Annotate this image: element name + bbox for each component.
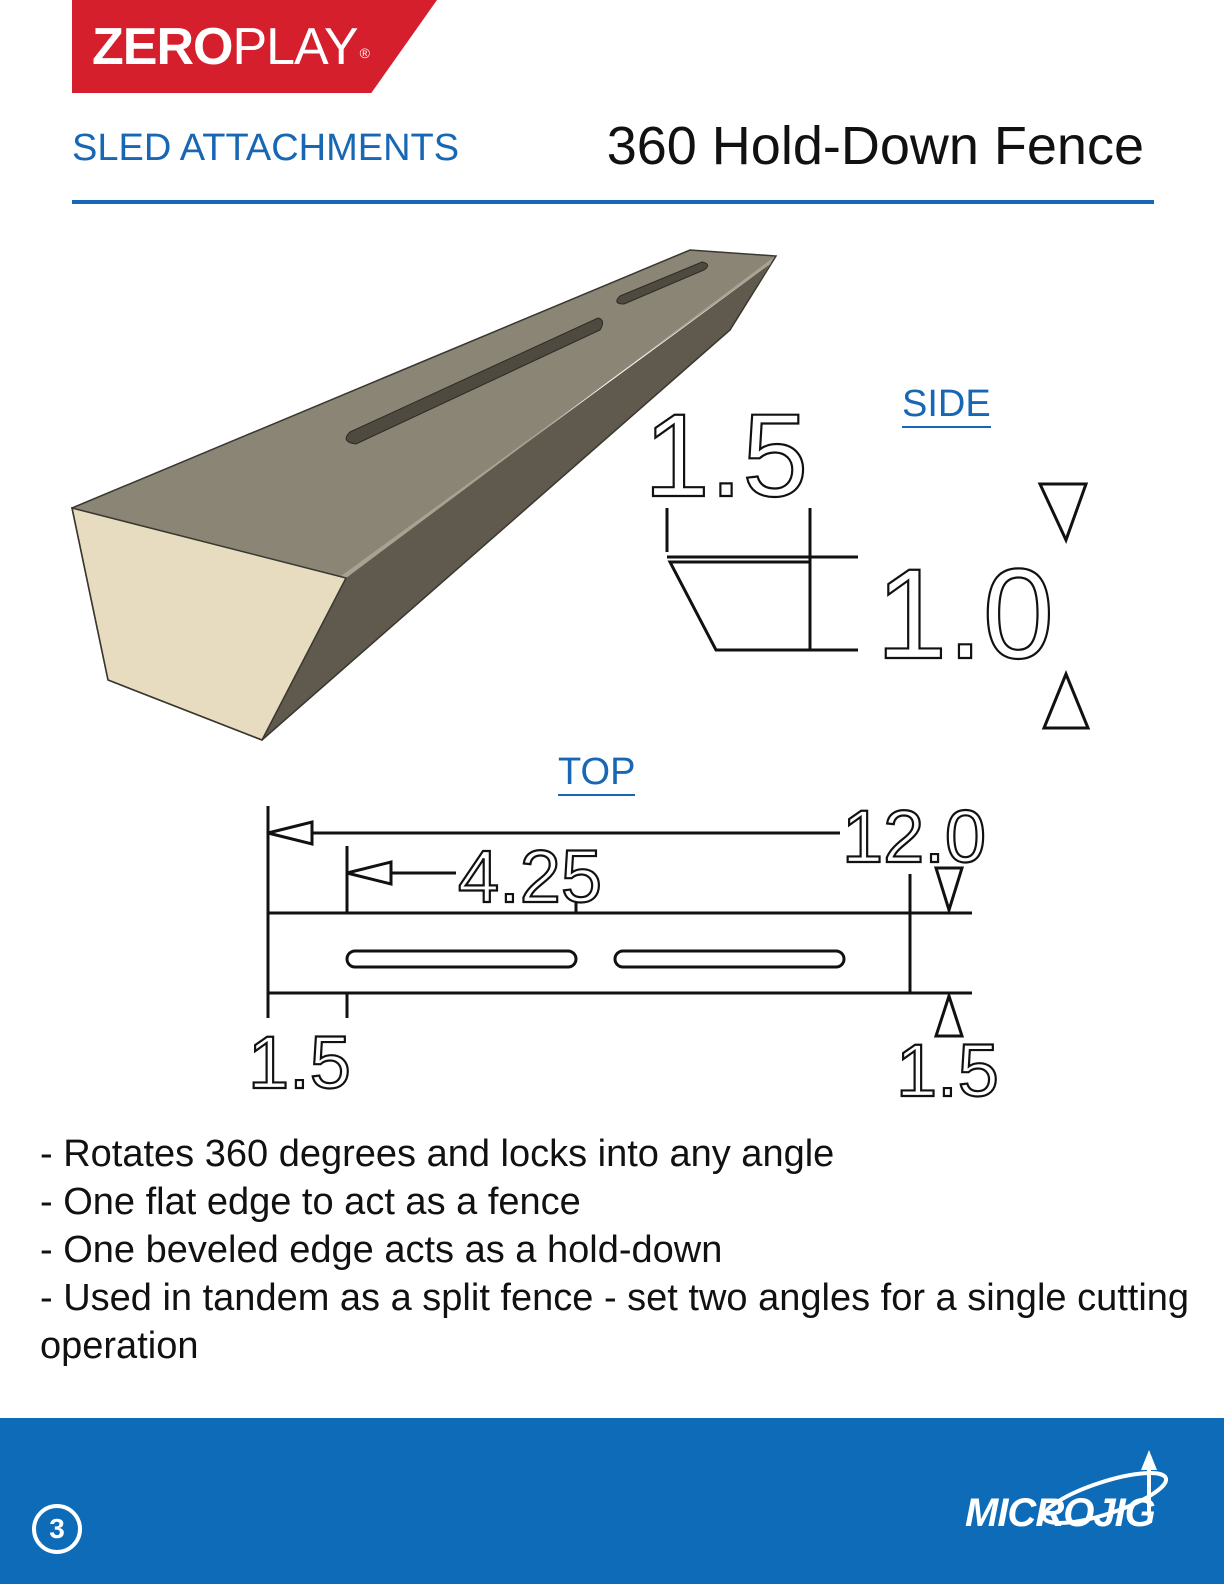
page-title: 360 Hold-Down Fence (606, 116, 1144, 176)
logo-wordmark: MICROJIG (965, 1491, 1155, 1535)
top-slot-offset-dimension: 1.5 (248, 1021, 351, 1104)
side-height-arrow-top (1040, 484, 1086, 540)
feature-item: - Rotates 360 degrees and locks into any angle (40, 1133, 835, 1175)
brand-name-light: PLAY (232, 18, 358, 76)
top-length-dimension: 12.0 (842, 795, 987, 878)
microjig-logo (965, 1446, 1185, 1546)
top-depth-dimension: 1.5 (896, 1029, 999, 1112)
feature-item: - Used in tandem as a split fence - set two angles for a single cutting operation (40, 1277, 1190, 1367)
brand-name-bold: ZERO (92, 18, 233, 76)
section-label: SLED ATTACHMENTS (72, 127, 460, 169)
top-slot-2 (615, 951, 844, 967)
side-height-dimension: 1.0 (876, 543, 1054, 686)
top-slot-1 (347, 951, 576, 967)
top-slot-start-dimension: 4.25 (458, 835, 603, 918)
feature-item: - One flat edge to act as a fence (40, 1181, 581, 1223)
page-number: 3 (32, 1504, 82, 1554)
registered-mark: ® (359, 45, 369, 61)
top-view-label: TOP (558, 750, 635, 796)
feature-list (40, 1130, 1190, 1370)
side-view-label: SIDE (902, 382, 991, 428)
feature-item: - One beveled edge acts as a hold-down (40, 1229, 723, 1271)
side-width-dimension: 1.5 (644, 390, 809, 522)
